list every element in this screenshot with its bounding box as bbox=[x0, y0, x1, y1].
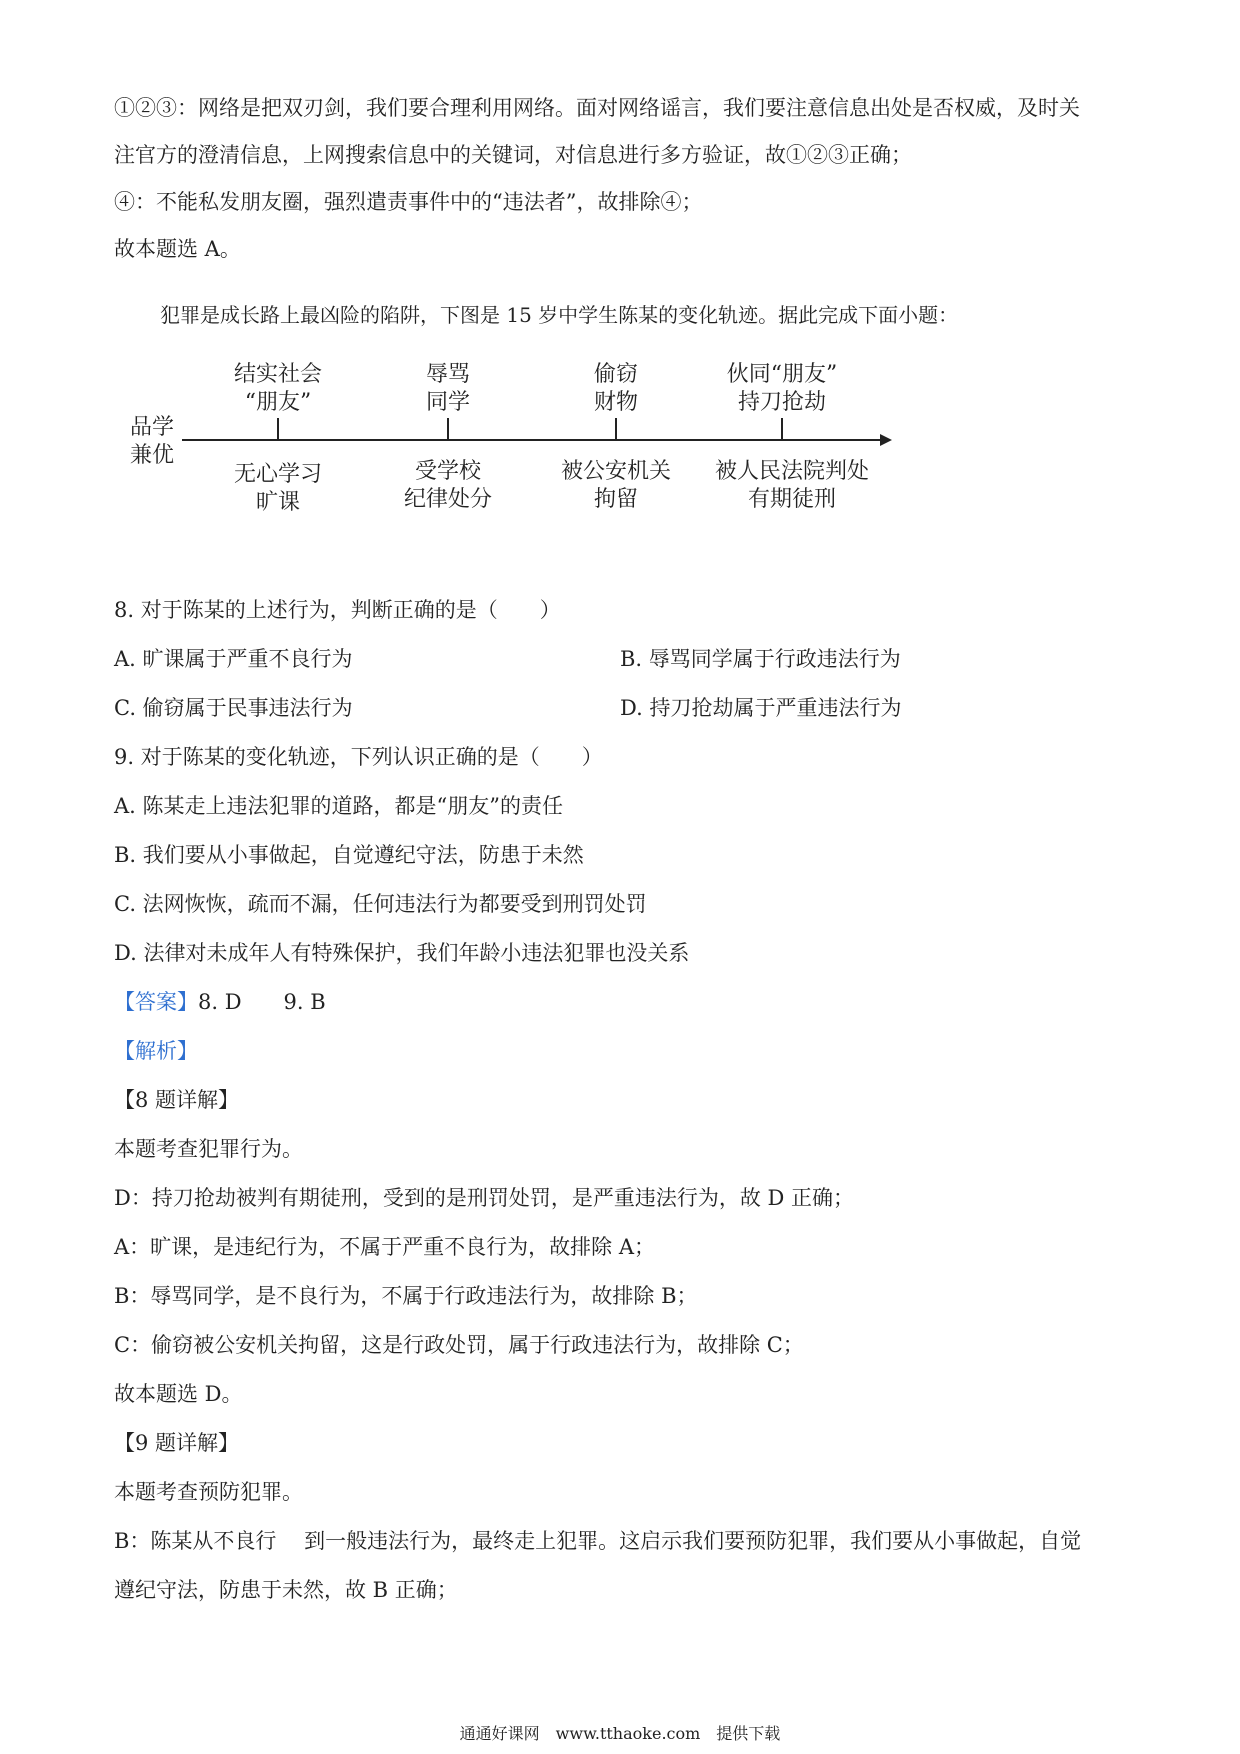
answer-label: 【答案】 bbox=[114, 990, 198, 1014]
q8-detail-topic: 本题考查犯罪行为。 bbox=[114, 1137, 303, 1161]
q8-option-c: C. 偷窃属于民事违法行为 bbox=[114, 696, 353, 720]
timeline-consequence-below: 被人民法院判处 有期徒刑 bbox=[714, 459, 869, 512]
q8-detail-line: A：旷课，是违纪行为，不属于严重不良行为，故排除 A； bbox=[114, 1235, 656, 1259]
q8-detail-line: B：辱骂同学，是不良行为，不属于行政违法行为，故排除 B； bbox=[114, 1284, 698, 1308]
timeline-start-label: 品学 兼优 bbox=[129, 415, 174, 468]
analysis-line: ①②③：网络是把双刃剑，我们要合理利用网络。面对网络谣言，我们要注意信息出处是否权威，及时关 bbox=[114, 96, 1080, 120]
q9-option-d: D. 法律对未成年人有特殊保护，我们年龄小违法犯罪也没关系 bbox=[114, 941, 690, 965]
q9-option-a: A. 陈某走上违法犯罪的道路，都是“朋友”的责任 bbox=[114, 794, 563, 818]
timeline-event-above: 结实社会 “朋友” bbox=[233, 362, 322, 415]
q9-detail-topic: 本题考查预防犯罪。 bbox=[114, 1480, 303, 1504]
question-9-stem: 9. 对于陈某的变化轨迹，下列认识正确的是（ ） bbox=[114, 745, 603, 769]
analysis-label: 【解析】 bbox=[114, 1039, 198, 1063]
q9-detail-line: 遵纪守法，防患于未然，故 B 正确； bbox=[114, 1578, 458, 1602]
timeline-consequence-below: 受学校 纪律处分 bbox=[403, 459, 492, 512]
footer-text: 通通好课网 www.tthaoke.com 提供下载 bbox=[459, 1724, 781, 1743]
timeline-event-above: 辱骂 同学 bbox=[425, 362, 470, 415]
analysis-line: ④：不能私发朋友圈，强烈遣责事件中的“违法者”，故排除④； bbox=[114, 190, 703, 214]
timeline-consequence-below: 被公安机关 拘留 bbox=[560, 459, 671, 512]
answer-line bbox=[114, 988, 326, 1016]
q8-option-a: A. 旷课属于严重不良行为 bbox=[114, 647, 353, 671]
question-8-stem: 8. 对于陈某的上述行为，判断正确的是（ ） bbox=[114, 598, 561, 622]
timeline-event-above: 偷窃 财物 bbox=[593, 362, 638, 415]
analysis-line: 故本题选 A。 bbox=[114, 237, 241, 261]
answer-text: 8. D 9. B bbox=[198, 990, 326, 1014]
timeline-consequence-below: 无心学习 旷课 bbox=[233, 462, 322, 515]
q9-detail-header: 【9 题详解】 bbox=[114, 1431, 240, 1455]
q9-option-c: C. 法网恢恢，疏而不漏，任何违法行为都要受到刑罚处罚 bbox=[114, 892, 647, 916]
q9-detail-line: B：陈某从不良行 到一般违法行为，最终走上犯罪。这启示我们要预防犯罪，我们要从小事做起，自觉 bbox=[114, 1529, 1082, 1553]
q8-detail-line: C：偷窃被公安机关拘留，这是行政处罚，属于行政违法行为，故排除 C； bbox=[114, 1333, 804, 1357]
timeline-event-above: 伙同“朋友” 持刀抢劫 bbox=[726, 362, 838, 415]
analysis-line: 注官方的澄清信息，上网搜索信息中的关键词，对信息进行多方验证，故①②③正确； bbox=[114, 143, 912, 167]
q8-detail-header: 【8 题详解】 bbox=[114, 1088, 240, 1112]
q8-detail-conclusion: 故本题选 D。 bbox=[114, 1382, 243, 1406]
q8-option-b: B. 辱骂同学属于行政违法行为 bbox=[620, 647, 901, 671]
q8-option-d: D. 持刀抢劫属于严重违法行为 bbox=[620, 696, 902, 720]
q9-option-b: B. 我们要从小事做起，自觉遵纪守法，防患于未然 bbox=[114, 843, 584, 867]
material-intro: 犯罪是成长路上最凶险的陷阱，下图是 15 岁中学生陈某的变化轨迹。据此完成下面小题： bbox=[160, 303, 959, 327]
q8-detail-line: D：持刀抢劫被判有期徒刑，受到的是刑罚处罚，是严重违法行为，故 D 正确； bbox=[114, 1186, 855, 1210]
